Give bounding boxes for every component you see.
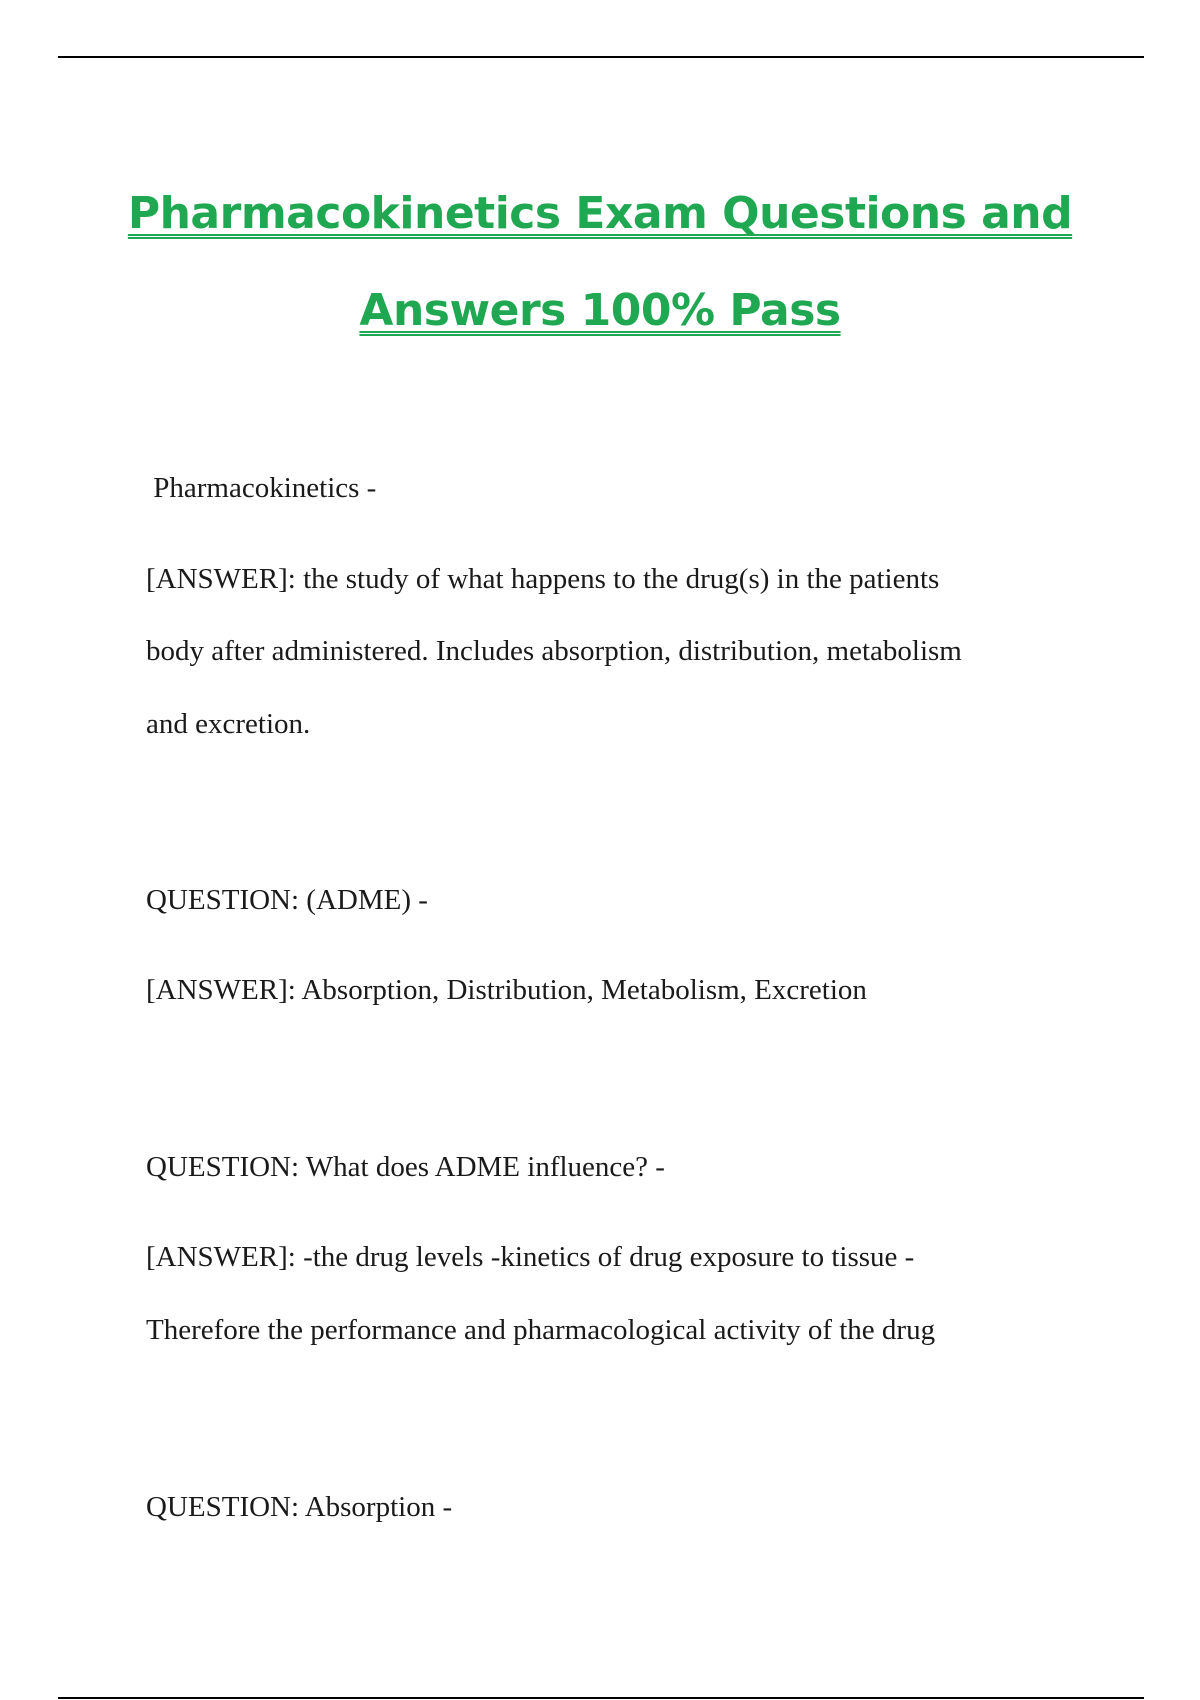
answer-3-line-1: [ANSWER]: -the drug levels -kinetics of drug exposure to tissue - [146,1241,915,1273]
question-1-text: Pharmacokinetics - [146,472,377,504]
question-4-text: QUESTION: Absorption - [146,1491,453,1523]
answer-1-line-1: [ANSWER]: the study of what happens to the drug(s) in the patients [146,563,940,595]
question-3-text: QUESTION: What does ADME influence? - [146,1151,665,1183]
title-text-2: Answers 100% Pass [359,285,841,336]
answer-2-line-1: [ANSWER]: Absorption, Distribution, Metabolism, Excretion [146,974,867,1006]
answer-1-line-3: and excretion. [146,708,311,740]
document-title-line-1 [0,184,1200,244]
answer-1-line-2: body after administered. Includes absorption, distribution, metabolism [146,635,962,667]
answer-3-line-2: Therefore the performance and pharmacological activity of the drug [146,1314,936,1346]
bottom-divider [58,1697,1144,1699]
top-divider [58,56,1144,58]
title-text-1: Pharmacokinetics Exam Questions and [127,188,1073,239]
question-2-text: QUESTION: (ADME) - [146,884,428,916]
document-title-line-2 [0,281,1200,341]
